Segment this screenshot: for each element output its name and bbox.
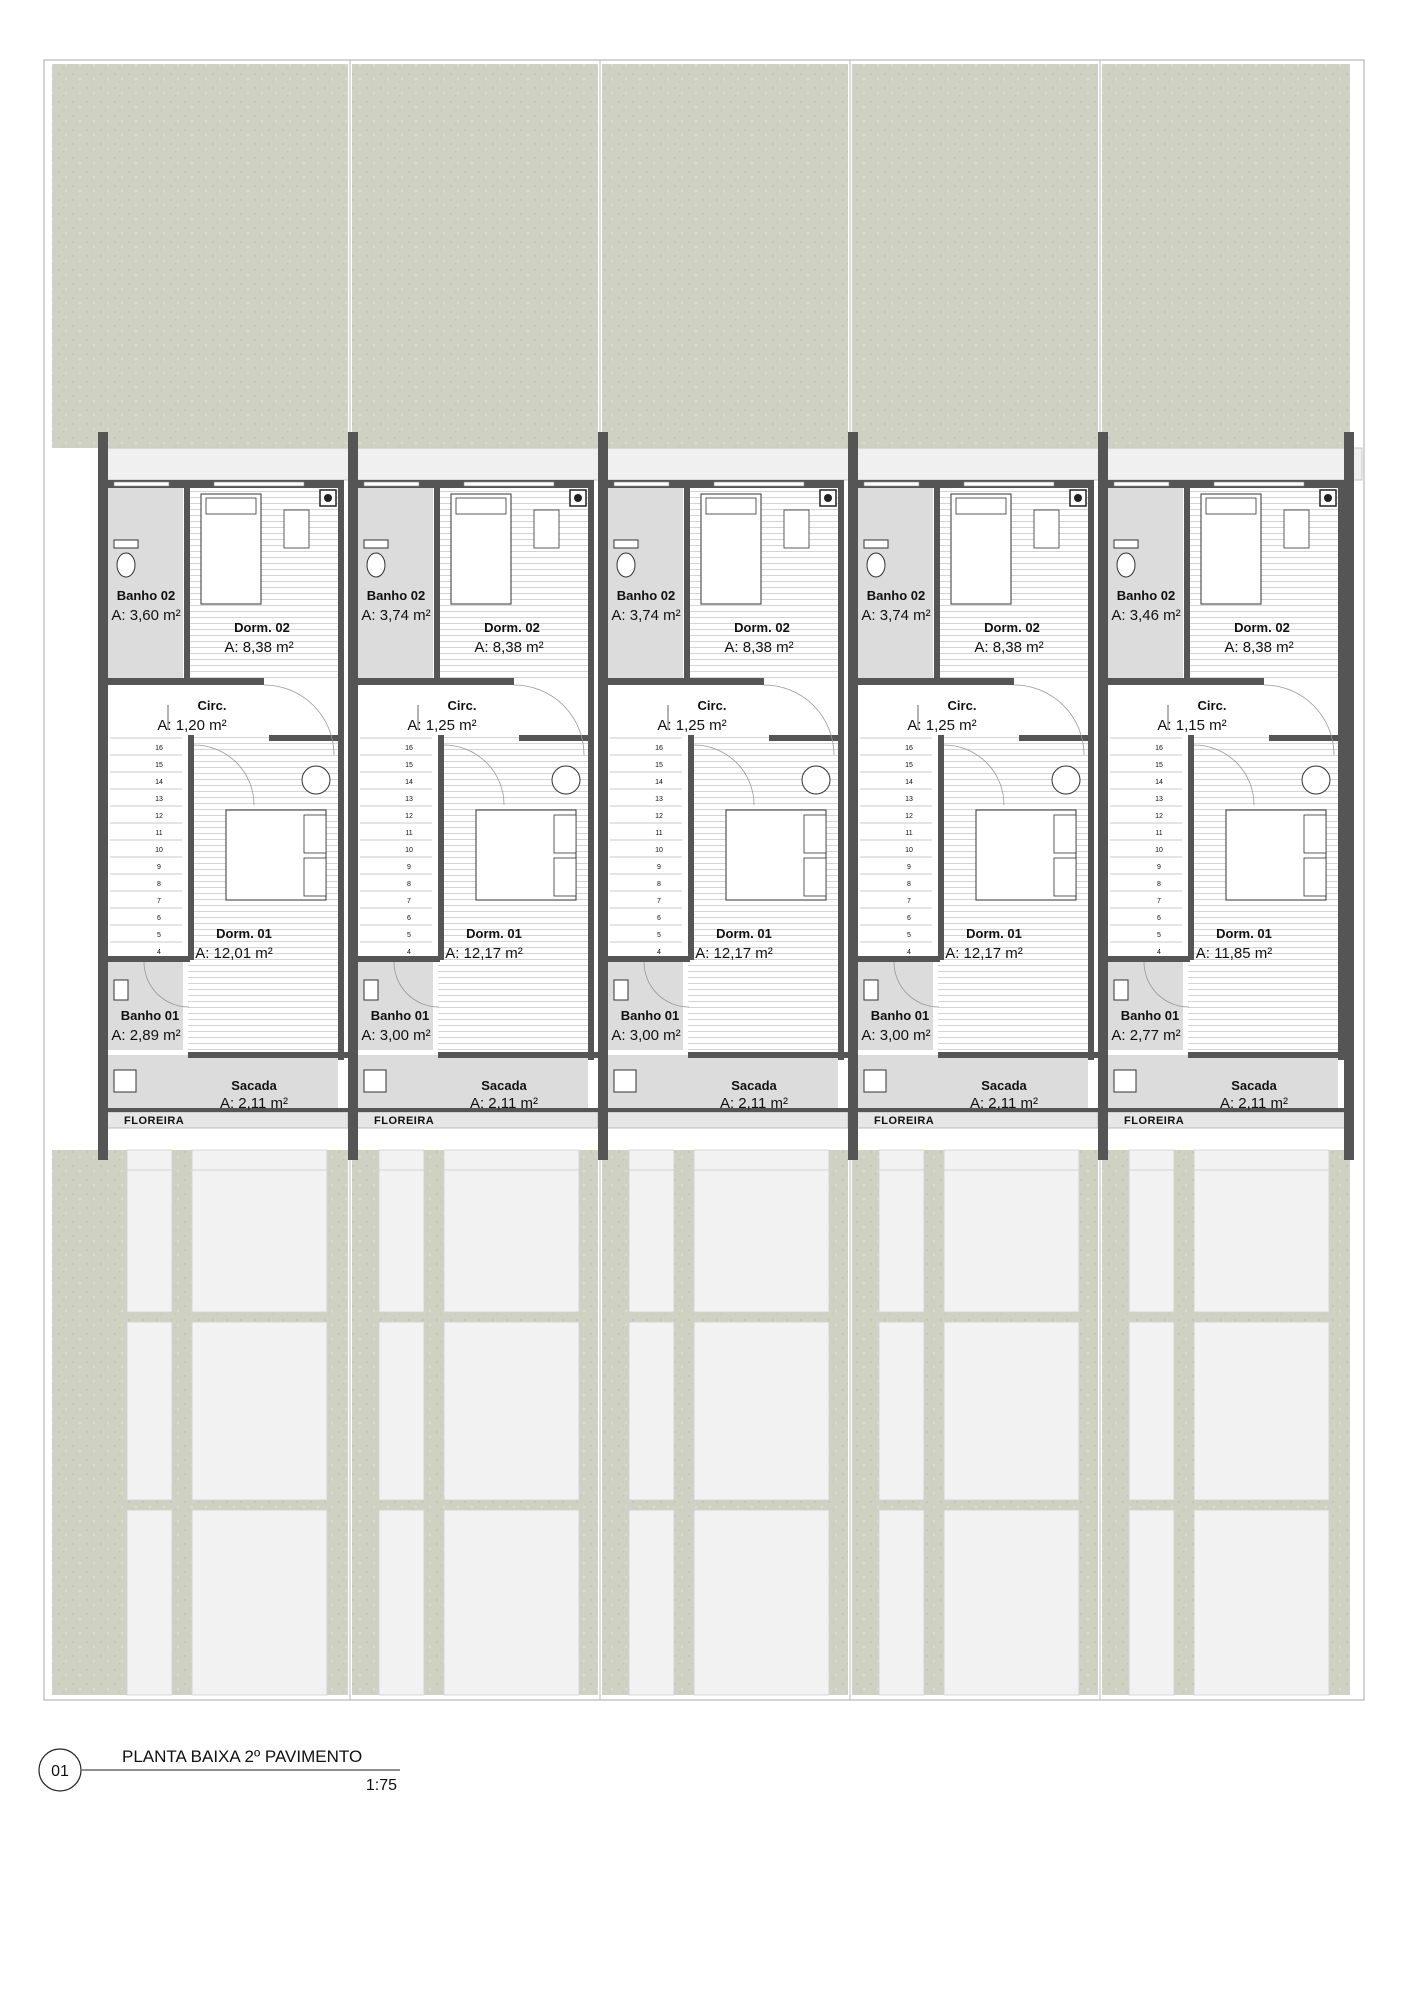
banho02-floor <box>608 485 683 680</box>
paving-tile <box>879 1322 924 1500</box>
sink <box>364 980 378 1000</box>
stair-step-number: 13 <box>155 796 163 803</box>
window <box>214 482 304 486</box>
stair-step-number: 7 <box>657 898 661 905</box>
wall-stair <box>938 735 944 960</box>
banho01-name: Banho 01 <box>620 1008 680 1023</box>
paving-tile <box>127 1170 172 1312</box>
pillow <box>804 815 826 853</box>
round-table <box>1302 766 1330 794</box>
sacada-area: A: 2,11 m² <box>1219 1095 1289 1112</box>
paving-group <box>127 1150 327 1695</box>
circ-name: Circ. <box>697 698 727 713</box>
wall-circ-top <box>854 678 1014 685</box>
dorm02-name: Dorm. 02 <box>1234 620 1290 635</box>
stair-step-number: 10 <box>155 847 163 854</box>
dorm01-name: Dorm. 01 <box>1216 926 1272 941</box>
paving-tile <box>379 1322 424 1500</box>
stair-step-number: 6 <box>157 915 161 922</box>
round-table <box>302 766 330 794</box>
dorm01-area: A: 12,17 m² <box>945 945 1023 962</box>
paving-tile <box>629 1170 674 1312</box>
ac-unit-fan <box>324 494 332 502</box>
sacada-name: Sacada <box>981 1078 1027 1093</box>
window <box>614 482 669 486</box>
paving-tile <box>694 1510 829 1695</box>
floreira-label: FLOREIRA <box>124 1115 185 1127</box>
paving-tile <box>1194 1322 1329 1500</box>
stair-step-number: 12 <box>905 813 913 820</box>
wall-b1-top <box>1104 956 1190 962</box>
shower-drain <box>114 1070 136 1092</box>
stair-step-number: 8 <box>407 881 411 888</box>
paving-tile <box>629 1150 674 1170</box>
paving-tile <box>127 1510 172 1695</box>
paving-tile <box>694 1322 829 1500</box>
stair-step-number: 7 <box>407 898 411 905</box>
wall-sacada-top <box>438 1052 598 1058</box>
stair-step-number: 11 <box>655 830 663 837</box>
stair-step-number: 14 <box>155 779 163 786</box>
toilet <box>367 553 385 577</box>
window <box>964 482 1054 486</box>
stair-step-number: 9 <box>907 864 911 871</box>
dorm02-area: A: 8,38 m² <box>1224 639 1294 656</box>
wall-b2 <box>684 488 690 680</box>
paving-tile <box>944 1322 1079 1500</box>
paving-tile <box>1129 1510 1174 1695</box>
stair-step-number: 7 <box>157 898 161 905</box>
dorm01-area: A: 12,17 m² <box>695 945 773 962</box>
dorm01-name: Dorm. 01 <box>716 926 772 941</box>
stair-step-number: 4 <box>157 949 161 956</box>
paving-tile <box>1129 1322 1174 1500</box>
wall-right <box>838 488 844 1060</box>
stair-step-number: 5 <box>157 932 161 939</box>
wall-b2 <box>434 488 440 680</box>
lawn-strip-top <box>52 64 348 448</box>
sink <box>864 980 878 1000</box>
stair-step-number: 11 <box>905 830 913 837</box>
wall-sacada-top <box>1188 1052 1348 1058</box>
toilet-tank <box>864 540 888 548</box>
shower-drain <box>1114 1070 1136 1092</box>
floreira-label: FLOREIRA <box>874 1115 935 1127</box>
banho02-area: A: 3,74 m² <box>361 607 431 624</box>
circ-area: A: 1,25 m² <box>657 717 727 734</box>
paving-tile <box>444 1170 579 1312</box>
circ-area: A: 1,20 m² <box>157 717 227 734</box>
paving-group <box>379 1150 579 1695</box>
lawn-strip-top <box>1102 64 1350 448</box>
circ-name: Circ. <box>1197 698 1227 713</box>
wall-sacada-top <box>688 1052 848 1058</box>
paving-tile <box>1194 1170 1329 1312</box>
desk-chair <box>534 510 559 548</box>
paving-tile <box>127 1322 172 1500</box>
shower-drain <box>864 1070 886 1092</box>
stair-step-number: 4 <box>657 949 661 956</box>
desk-chair <box>1284 510 1309 548</box>
stair-step-number: 9 <box>157 864 161 871</box>
wall-stair <box>438 735 444 960</box>
window <box>864 482 919 486</box>
pillow <box>554 858 576 896</box>
stair-step-number: 7 <box>1157 898 1161 905</box>
circ-name: Circ. <box>947 698 977 713</box>
banho02-name: Banho 02 <box>366 588 426 603</box>
drawing-title: PLANTA BAIXA 2º PAVIMENTO <box>122 1747 363 1766</box>
wall-party <box>348 432 358 1160</box>
wall-b1-top <box>604 956 690 962</box>
window <box>714 482 804 486</box>
banho02-floor <box>1108 485 1183 680</box>
banho01-area: A: 3,00 m² <box>611 1027 681 1044</box>
paving-tile <box>629 1322 674 1500</box>
stair-step-number: 13 <box>405 796 413 803</box>
toilet <box>617 553 635 577</box>
floreira-label: FLOREIRA <box>1124 1115 1185 1127</box>
stair-step-number: 8 <box>907 881 911 888</box>
banho02-name: Banho 02 <box>616 588 676 603</box>
paving-tile <box>379 1150 424 1170</box>
wall-circ-top <box>104 678 264 685</box>
stair-step-number: 5 <box>907 932 911 939</box>
stair-step-number: 5 <box>407 932 411 939</box>
circ-name: Circ. <box>197 698 227 713</box>
toilet-tank <box>114 540 138 548</box>
sacada-name: Sacada <box>731 1078 777 1093</box>
banho02-area: A: 3,74 m² <box>611 607 681 624</box>
stair-step-number: 10 <box>1155 847 1163 854</box>
stair-step-number: 5 <box>657 932 661 939</box>
ac-unit-fan <box>574 494 582 502</box>
paving-tile <box>879 1170 924 1312</box>
wall-circ-top <box>604 678 764 685</box>
banho01-area: A: 2,77 m² <box>1111 1027 1181 1044</box>
drawing-number: 01 <box>51 1763 69 1780</box>
stair-step-number: 8 <box>1157 881 1161 888</box>
stair-step-number: 12 <box>655 813 663 820</box>
circ-name: Circ. <box>447 698 477 713</box>
banho02-floor <box>358 485 433 680</box>
stair-step-number: 16 <box>405 745 413 752</box>
pillow <box>706 498 756 514</box>
banho02-area: A: 3,74 m² <box>861 607 931 624</box>
circ-area: A: 1,25 m² <box>407 717 477 734</box>
wall-circ-top <box>1104 678 1264 685</box>
wall-b1-top <box>354 956 440 962</box>
shower-drain <box>364 1070 386 1092</box>
dorm02-area: A: 8,38 m² <box>474 639 544 656</box>
stair-step-number: 9 <box>657 864 661 871</box>
stair-step-number: 13 <box>905 796 913 803</box>
wall-b2 <box>184 488 190 680</box>
pillow <box>1206 498 1256 514</box>
stair-step-number: 7 <box>907 898 911 905</box>
banho01-name: Banho 01 <box>370 1008 430 1023</box>
paving-tile <box>694 1170 829 1312</box>
banho02-area: A: 3,46 m² <box>1111 607 1181 624</box>
dorm01-name: Dorm. 01 <box>466 926 522 941</box>
stair-step-number: 11 <box>1155 830 1163 837</box>
drawing-scale: 1:75 <box>365 1777 397 1794</box>
window <box>364 482 419 486</box>
paving-tile <box>192 1322 327 1500</box>
dorm02-area: A: 8,38 m² <box>974 639 1044 656</box>
lawn-strip-top <box>852 64 1098 448</box>
banho01-area: A: 2,89 m² <box>111 1027 181 1044</box>
ac-unit-fan <box>824 494 832 502</box>
pillow <box>554 815 576 853</box>
stair-step-number: 10 <box>655 847 663 854</box>
wall-sacada-top <box>188 1052 348 1058</box>
dorm01-name: Dorm. 01 <box>216 926 272 941</box>
pillow <box>1054 815 1076 853</box>
stair-step-number: 16 <box>155 745 163 752</box>
paving-group <box>629 1150 829 1695</box>
banho01-name: Banho 01 <box>870 1008 930 1023</box>
desk-chair <box>284 510 309 548</box>
wall-b2 <box>1184 488 1190 680</box>
stair-step-number: 15 <box>905 762 913 769</box>
wall-right <box>1338 488 1344 1060</box>
paving-group <box>1129 1150 1329 1695</box>
stair-step-number: 4 <box>1157 949 1161 956</box>
stair-step-number: 12 <box>405 813 413 820</box>
round-table <box>552 766 580 794</box>
wall-stair <box>188 735 194 960</box>
paving-tile <box>629 1510 674 1695</box>
banho02-name: Banho 02 <box>116 588 176 603</box>
wall-party <box>1098 432 1108 1160</box>
unit-4 <box>848 432 1098 1160</box>
stair-step-number: 14 <box>905 779 913 786</box>
wall-right <box>1088 488 1094 1060</box>
paving-tile <box>1129 1170 1174 1312</box>
toilet-tank <box>1114 540 1138 548</box>
paving-tile <box>1129 1150 1174 1170</box>
paving-tile <box>1194 1150 1329 1170</box>
wall-b1-top <box>104 956 190 962</box>
roof-edge-strip <box>100 448 1362 480</box>
stair-step-number: 6 <box>657 915 661 922</box>
window <box>464 482 554 486</box>
stair-step-number: 8 <box>157 881 161 888</box>
unit-3 <box>598 432 848 1160</box>
dorm02-name: Dorm. 02 <box>984 620 1040 635</box>
paving-tile <box>379 1510 424 1695</box>
paving-tile <box>879 1510 924 1695</box>
circ-area: A: 1,15 m² <box>1157 717 1227 734</box>
stair-step-number: 4 <box>907 949 911 956</box>
banho02-name: Banho 02 <box>1116 588 1176 603</box>
pillow <box>456 498 506 514</box>
stair-step-number: 16 <box>655 745 663 752</box>
toilet-tank <box>614 540 638 548</box>
stair-step-number: 9 <box>407 864 411 871</box>
lawn-strip-top <box>352 64 598 448</box>
pillow <box>1304 815 1326 853</box>
pillow <box>956 498 1006 514</box>
pillow <box>206 498 256 514</box>
paving-tile <box>879 1150 924 1170</box>
sacada-name: Sacada <box>1231 1078 1277 1093</box>
unit-2 <box>348 432 598 1160</box>
stair-step-number: 15 <box>1155 762 1163 769</box>
wall-right <box>338 488 344 1060</box>
dorm01-area: A: 11,85 m² <box>1195 945 1273 962</box>
dorm02-name: Dorm. 02 <box>734 620 790 635</box>
stair-step-number: 16 <box>1155 745 1163 752</box>
pillow <box>1304 858 1326 896</box>
floreira-box <box>604 1112 848 1128</box>
stair-step-number: 6 <box>407 915 411 922</box>
stair-step-number: 16 <box>905 745 913 752</box>
ac-unit-fan <box>1324 494 1332 502</box>
stair-step-number: 6 <box>1157 915 1161 922</box>
wall-party <box>598 432 608 1160</box>
paving-tile <box>444 1510 579 1695</box>
toilet <box>1117 553 1135 577</box>
wall-stair <box>688 735 694 960</box>
banho01-name: Banho 01 <box>1120 1008 1180 1023</box>
dorm02-area: A: 8,38 m² <box>224 639 294 656</box>
sink <box>1114 980 1128 1000</box>
banho02-floor <box>858 485 933 680</box>
paving-tile <box>379 1170 424 1312</box>
stair-step-number: 12 <box>1155 813 1163 820</box>
pillow <box>304 815 326 853</box>
stair-step-number: 13 <box>655 796 663 803</box>
dorm01-name: Dorm. 01 <box>966 926 1022 941</box>
stair-step-number: 14 <box>655 779 663 786</box>
shower-drain <box>614 1070 636 1092</box>
toilet <box>117 553 135 577</box>
unit-5 <box>1098 432 1348 1160</box>
stair-step-number: 15 <box>405 762 413 769</box>
banho01-area: A: 3,00 m² <box>861 1027 931 1044</box>
circ-area: A: 1,25 m² <box>907 717 977 734</box>
sacada-name: Sacada <box>481 1078 527 1093</box>
stair-step-number: 12 <box>155 813 163 820</box>
sink <box>614 980 628 1000</box>
paving-group <box>879 1150 1079 1695</box>
stair-step-number: 10 <box>405 847 413 854</box>
wall-party <box>1344 432 1354 1160</box>
sacada-area: A: 2,11 m² <box>469 1095 539 1112</box>
stair-step-number: 14 <box>1155 779 1163 786</box>
toilet <box>867 553 885 577</box>
pillow <box>1054 858 1076 896</box>
banho01-name: Banho 01 <box>120 1008 180 1023</box>
banho01-area: A: 3,00 m² <box>361 1027 431 1044</box>
paving-tile <box>694 1150 829 1170</box>
paving-tile <box>944 1170 1079 1312</box>
paving-tile <box>944 1510 1079 1695</box>
floreira-label: FLOREIRA <box>374 1115 435 1127</box>
dorm02-area: A: 8,38 m² <box>724 639 794 656</box>
wall-b2 <box>934 488 940 680</box>
stair-step-number: 5 <box>1157 932 1161 939</box>
window <box>114 482 169 486</box>
wall-right <box>588 488 594 1060</box>
banho02-area: A: 3,60 m² <box>111 607 181 624</box>
stair-step-number: 15 <box>655 762 663 769</box>
unit-1 <box>98 432 348 1160</box>
paving-tile <box>192 1510 327 1695</box>
round-table <box>1052 766 1080 794</box>
sacada-name: Sacada <box>231 1078 277 1093</box>
desk-chair <box>784 510 809 548</box>
paving-tile <box>192 1170 327 1312</box>
wall-party <box>98 432 108 1160</box>
sacada-area: A: 2,11 m² <box>219 1095 289 1112</box>
dorm01-area: A: 12,01 m² <box>195 945 273 962</box>
window <box>1214 482 1304 486</box>
stair-step-number: 10 <box>905 847 913 854</box>
paving-tile <box>127 1150 172 1170</box>
wall-stair <box>1188 735 1194 960</box>
paving-tile <box>192 1150 327 1170</box>
wall-party <box>848 432 858 1160</box>
sacada-area: A: 2,11 m² <box>719 1095 789 1112</box>
pillow <box>804 858 826 896</box>
wall-sacada-top <box>938 1052 1098 1058</box>
stair-step-number: 14 <box>405 779 413 786</box>
desk-chair <box>1034 510 1059 548</box>
stair-step-number: 11 <box>405 830 413 837</box>
stair-step-number: 8 <box>657 881 661 888</box>
ac-unit-fan <box>1074 494 1082 502</box>
stair-step-number: 13 <box>1155 796 1163 803</box>
banho02-floor <box>108 485 183 680</box>
wall-circ-top <box>354 678 514 685</box>
banho02-name: Banho 02 <box>866 588 926 603</box>
stair-step-number: 6 <box>907 915 911 922</box>
paving-tile <box>444 1150 579 1170</box>
stair-step-number: 9 <box>1157 864 1161 871</box>
wall-b1-top <box>854 956 940 962</box>
lawn-strip-top <box>602 64 848 448</box>
paving-tile <box>444 1322 579 1500</box>
toilet-tank <box>364 540 388 548</box>
stair-step-number: 15 <box>155 762 163 769</box>
sacada-area: A: 2,11 m² <box>969 1095 1039 1112</box>
dorm01-area: A: 12,17 m² <box>445 945 523 962</box>
pillow <box>304 858 326 896</box>
window <box>1114 482 1169 486</box>
round-table <box>802 766 830 794</box>
stair-step-number: 4 <box>407 949 411 956</box>
stair-step-number: 11 <box>155 830 163 837</box>
paving-tile <box>944 1150 1079 1170</box>
dorm02-name: Dorm. 02 <box>234 620 290 635</box>
paving-tile <box>1194 1510 1329 1695</box>
dorm02-name: Dorm. 02 <box>484 620 540 635</box>
sink <box>114 980 128 1000</box>
